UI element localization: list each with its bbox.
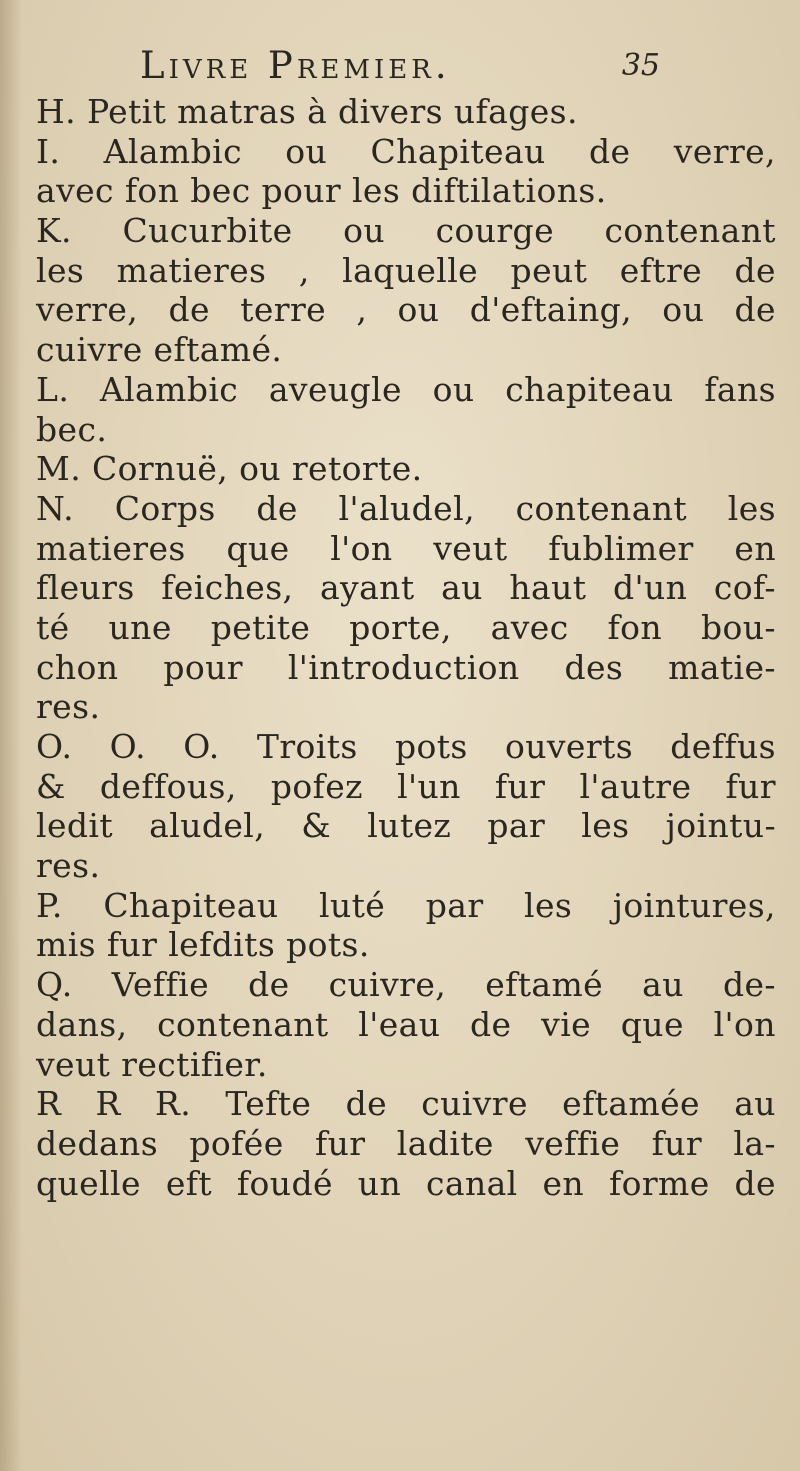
word: que (226, 528, 290, 568)
word: ouverts (504, 727, 634, 766)
word: veut (433, 528, 508, 568)
word: K. (36, 211, 72, 251)
word: matieres (36, 528, 186, 568)
word: cuivre (421, 1084, 528, 1124)
word: ladite (396, 1123, 494, 1163)
word: luté (319, 885, 386, 925)
word: canal (425, 1163, 518, 1203)
word: que (620, 1004, 684, 1044)
word: ledit (36, 806, 114, 846)
text-line (36, 1005, 776, 1045)
word: terre (240, 290, 327, 330)
word: avec (490, 607, 569, 647)
word: té (36, 607, 70, 647)
word: fur (725, 766, 776, 806)
word: Alambic (99, 369, 239, 409)
page-edge-shadow (0, 0, 22, 1471)
word: verre, (673, 131, 776, 171)
text-line (36, 965, 776, 1005)
word: contenant (157, 1004, 329, 1044)
word: l'aludel, (338, 488, 475, 528)
word: de (248, 965, 290, 1005)
word: Chapiteau (103, 885, 279, 925)
text-line (36, 290, 776, 330)
text-line: bec. (36, 409, 108, 449)
word: l'introduction (287, 647, 520, 687)
text-line (36, 886, 776, 926)
word: l'on (330, 528, 393, 568)
text-line: res. (36, 846, 101, 886)
word: cuivre, (328, 965, 447, 1005)
text-line (36, 211, 776, 251)
text-line: res. (36, 687, 101, 727)
word: d'un (612, 568, 688, 608)
word: d'eftaing, (469, 290, 633, 330)
word: courge (435, 211, 554, 251)
page-number: 35 (621, 48, 660, 83)
word: & (36, 766, 66, 806)
text-line (36, 568, 776, 608)
word: Chapiteau (370, 131, 546, 171)
word: lutez (367, 806, 452, 846)
word: les (36, 250, 85, 290)
word: fans (704, 369, 776, 409)
text-line: H. Petit matras à divers ufages. (36, 92, 578, 131)
word: O. (36, 727, 73, 766)
word: par (425, 885, 484, 925)
word: cof- (713, 568, 776, 608)
word: haut (509, 568, 587, 608)
word: l'eau (358, 1004, 441, 1044)
text-line (36, 1164, 776, 1204)
text-line (36, 727, 776, 767)
word: de (734, 250, 776, 290)
word: de- (722, 965, 776, 1005)
word: des (564, 647, 624, 687)
word: les (727, 488, 776, 528)
word: foudé (236, 1163, 333, 1203)
word: de (589, 131, 631, 171)
word: R (95, 1084, 121, 1124)
word: R (36, 1084, 62, 1124)
word: eft (165, 1163, 213, 1203)
word: N. (36, 488, 75, 528)
word: petite (210, 607, 311, 647)
word: de (345, 1084, 388, 1124)
word: ou (343, 211, 386, 251)
text-line: avec fon bec pour les diftilations. (36, 171, 607, 211)
word: un (357, 1163, 402, 1203)
word: fur (494, 766, 546, 806)
word: I. (36, 131, 61, 171)
word: fleurs (36, 568, 135, 608)
word: deffus (670, 727, 776, 766)
word: Veffie (111, 965, 210, 1005)
word: fur (314, 1123, 366, 1163)
text-line (36, 489, 776, 529)
word: Tefte (225, 1084, 312, 1124)
word: Troits (256, 727, 358, 766)
word: ou (285, 131, 328, 171)
word: veffie (525, 1123, 621, 1163)
word: P. (36, 885, 63, 925)
text-line (36, 132, 776, 172)
running-title: Livre Premier. (140, 44, 451, 87)
text-line: mis fur lefdits pots. (36, 925, 370, 965)
word: Q. (36, 965, 73, 1005)
word: eftamée (562, 1084, 700, 1124)
word: matie- (668, 647, 776, 687)
word: eftre (619, 250, 703, 290)
word: O. (183, 727, 220, 766)
word: matieres (116, 250, 267, 290)
word: contenant (604, 211, 776, 251)
text-line (36, 608, 776, 648)
text-line: cuivre eftamé. (36, 330, 283, 370)
word: ou (662, 290, 705, 330)
word: Cucurbite (122, 211, 293, 251)
word: peut (510, 250, 588, 290)
word: O. (109, 727, 147, 766)
word: chapiteau (505, 369, 674, 409)
word: vie (541, 1004, 592, 1044)
word: forme (608, 1163, 710, 1203)
word: verre, (36, 290, 139, 330)
word: eftamé (485, 965, 604, 1005)
word: R. (154, 1084, 192, 1124)
word: de (470, 1004, 512, 1044)
word: de (168, 290, 210, 330)
word: Alambic (103, 131, 242, 171)
word: fon (607, 607, 663, 647)
word: les (524, 885, 573, 925)
word: dedans (36, 1123, 159, 1163)
text-line (36, 370, 776, 410)
word: ou (397, 290, 440, 330)
text-body (36, 92, 776, 1203)
word: la- (733, 1123, 776, 1163)
word: pour (163, 647, 243, 687)
word: une (108, 607, 172, 647)
running-head (140, 44, 660, 94)
word: chon (36, 647, 119, 687)
text-line (36, 1124, 776, 1164)
word: , (356, 290, 368, 330)
word: l'autre (579, 766, 692, 806)
text-line (36, 648, 776, 688)
word: pots (394, 727, 468, 766)
word: au (734, 1084, 776, 1124)
word: de (734, 1163, 776, 1203)
word: les (581, 806, 630, 846)
word: au (441, 568, 483, 608)
word: fublimer (548, 528, 694, 568)
word: jointu- (665, 806, 776, 846)
text-line (36, 251, 776, 291)
text-line: M. Cornuë, ou retorte. (36, 449, 423, 489)
word: laquelle (342, 250, 479, 290)
text-line (36, 529, 776, 569)
word: en (542, 1163, 585, 1203)
word: ayant (319, 568, 415, 608)
word: L. (36, 369, 70, 409)
word: de (256, 488, 298, 528)
word: de (734, 290, 776, 330)
word: en (734, 528, 776, 568)
word: aveugle (268, 369, 402, 409)
text-line (36, 767, 776, 807)
word: , (298, 250, 310, 290)
word: jointures, (612, 885, 776, 925)
text-line: veut rectifier. (36, 1044, 268, 1084)
word: feiches, (161, 568, 294, 608)
word: pofez (270, 766, 363, 806)
word: Corps (114, 488, 216, 528)
word: bou- (700, 607, 776, 647)
text-line (36, 1084, 776, 1124)
word: porte, (349, 607, 452, 647)
word: au (642, 965, 684, 1005)
word: l'on (713, 1004, 776, 1044)
word: quelle (36, 1163, 141, 1203)
word: aludel, (149, 806, 266, 846)
text-line (36, 806, 776, 846)
word: ou (432, 369, 475, 409)
word: l'un (397, 766, 461, 806)
word: pofée (189, 1123, 284, 1163)
word: contenant (515, 488, 688, 528)
word: fur (651, 1123, 703, 1163)
word: & (301, 806, 332, 846)
word: deffous, (99, 766, 237, 806)
word: dans, (36, 1004, 128, 1044)
word: par (487, 806, 546, 846)
